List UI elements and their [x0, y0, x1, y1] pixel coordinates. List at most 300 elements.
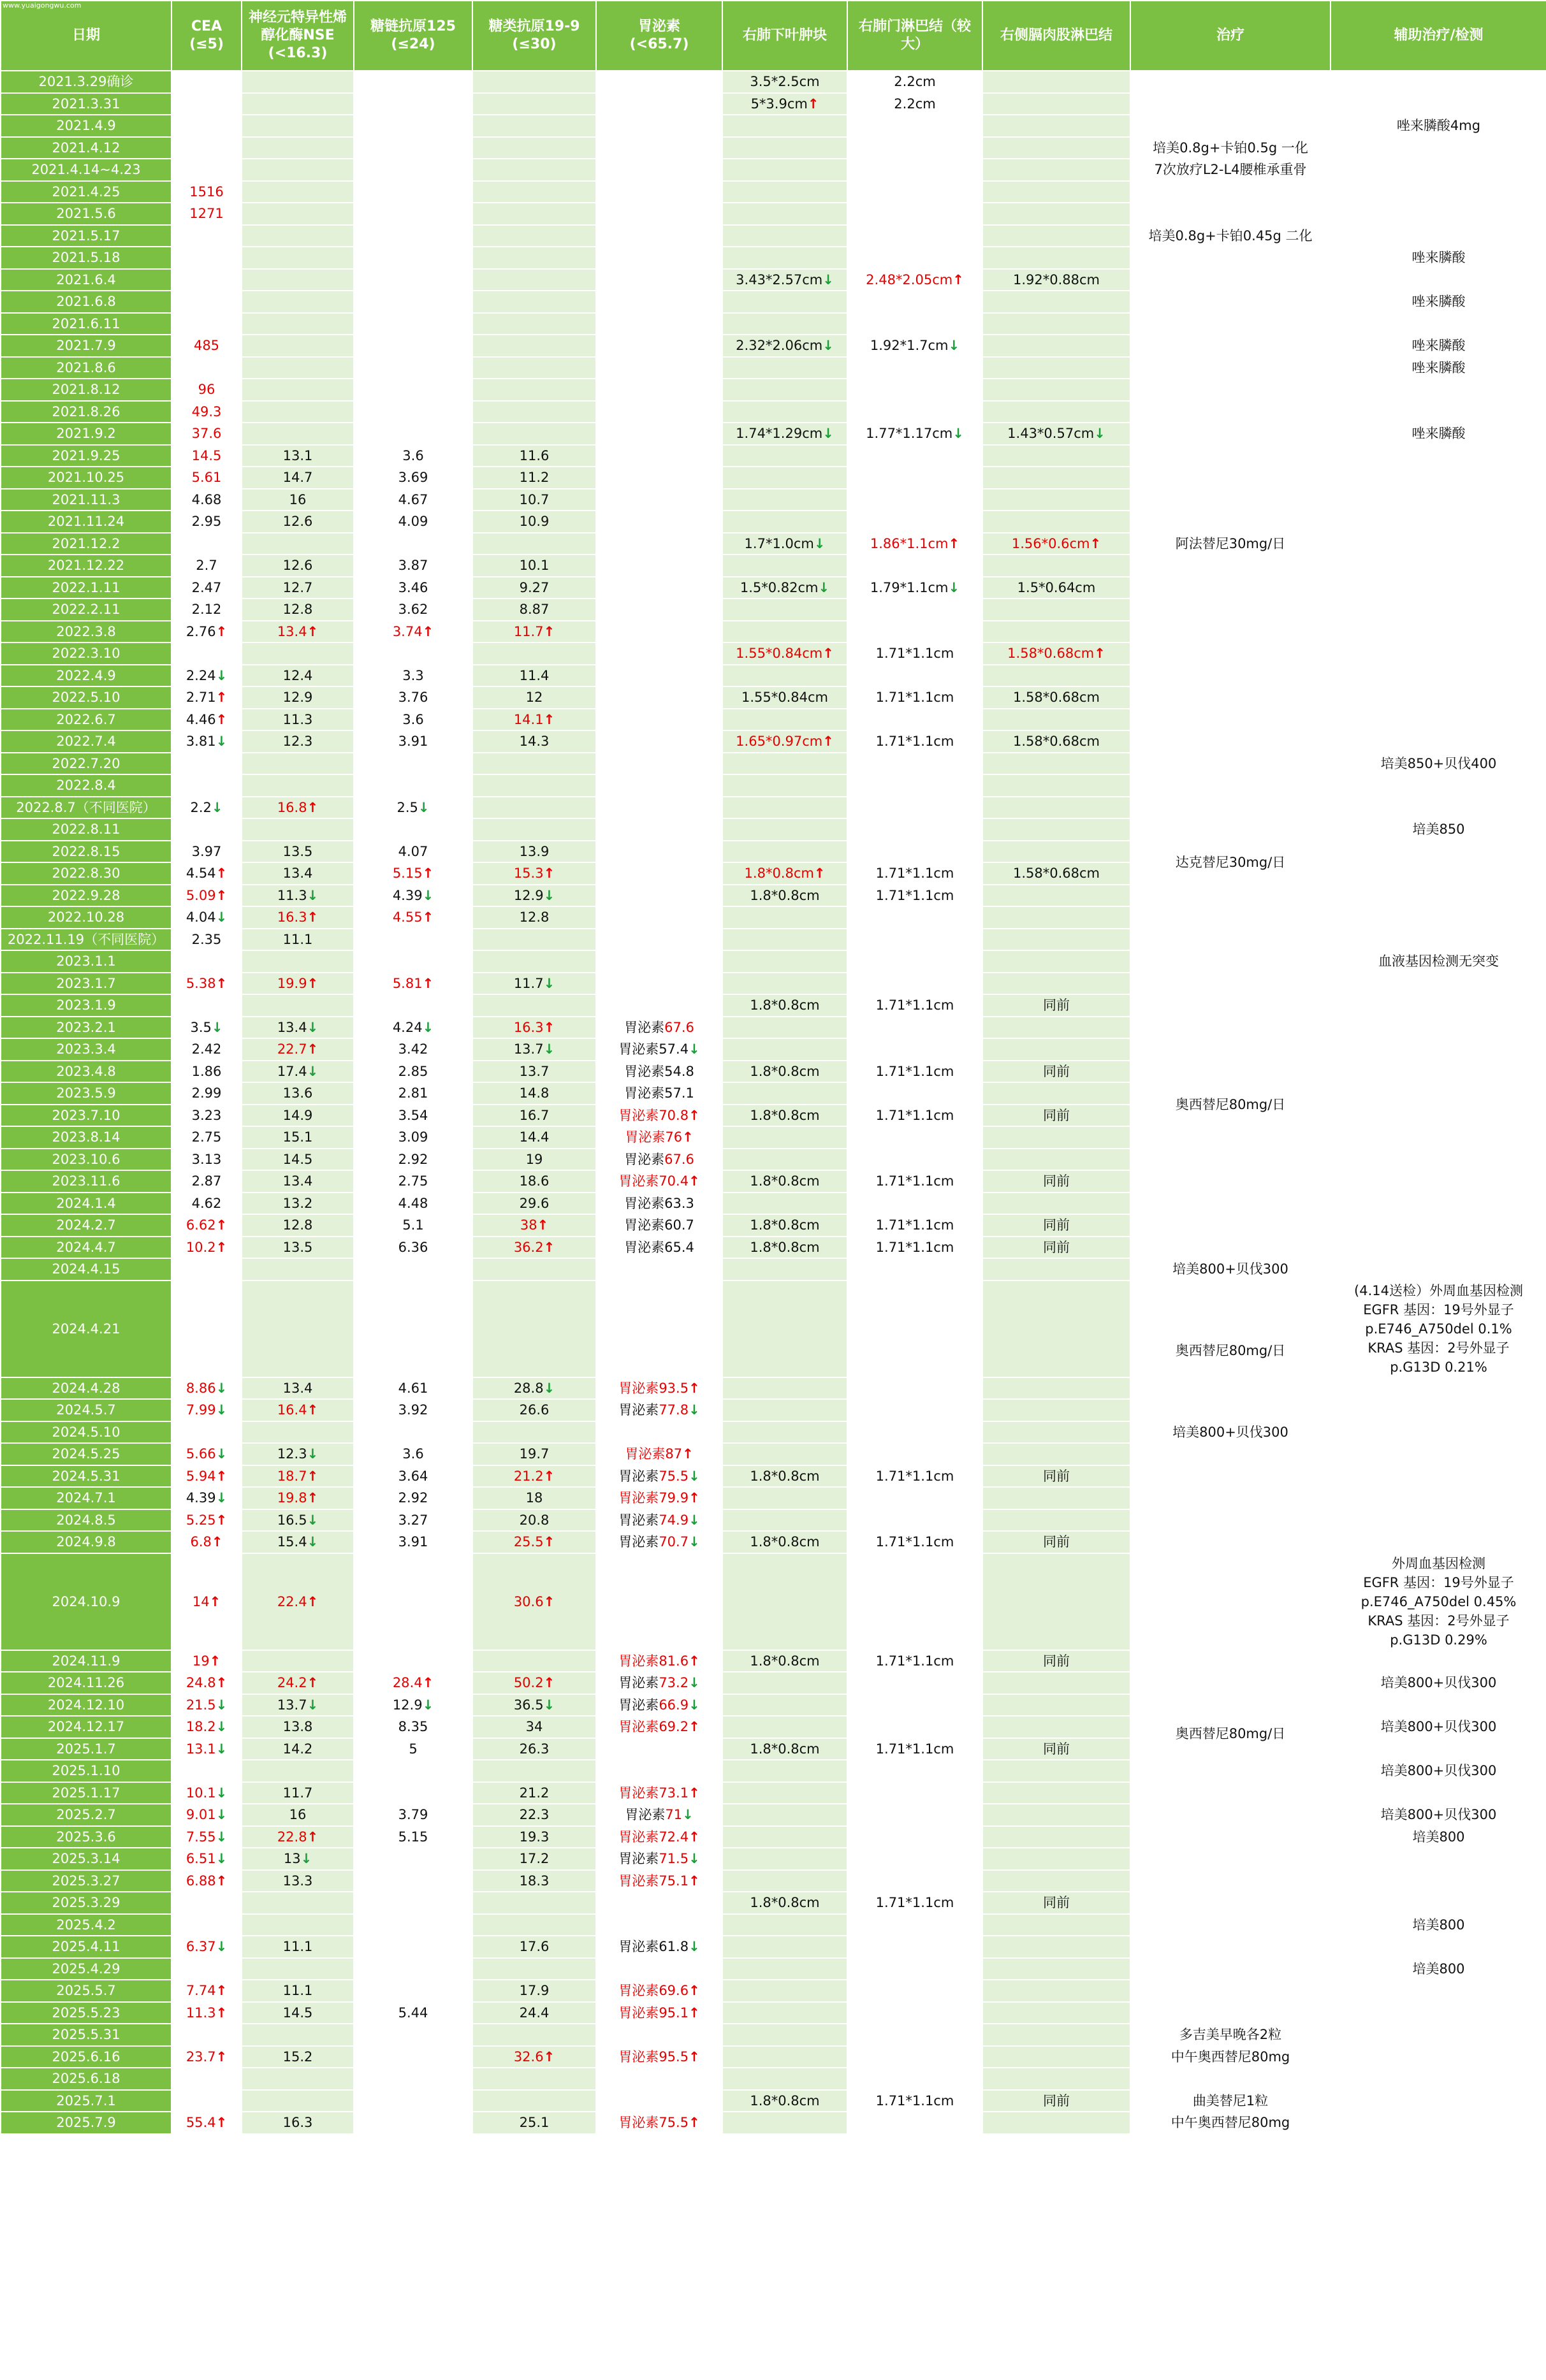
table-row	[1, 1421, 1546, 1444]
treatment-cell	[1130, 181, 1331, 203]
cea-cell: 49.3	[171, 401, 242, 423]
nse-cell	[242, 753, 354, 775]
hilar-node-cell	[847, 225, 982, 247]
date-cell: 2025.3.6	[1, 1826, 171, 1848]
gastrin-cell	[596, 401, 722, 423]
table-row	[1, 2024, 1546, 2046]
gastrin-cell	[596, 950, 722, 973]
diaphragm-node-cell	[982, 71, 1130, 93]
table-row	[1, 115, 1546, 137]
right-lower-lobe-cell: 2.32*2.06cm↓	[722, 335, 847, 357]
nse-cell	[242, 2090, 354, 2112]
gastrin-cell	[596, 291, 722, 313]
nse-cell: 22.7↑	[242, 1038, 354, 1061]
aux-cell	[1331, 1848, 1546, 1870]
diaphragm-node-cell: 1.58*0.68cm	[982, 730, 1130, 753]
diaphragm-node-cell	[982, 1826, 1130, 1848]
ca125-cell: 3.69	[354, 467, 472, 489]
ca199-cell: 16.7	[472, 1105, 596, 1127]
date-cell: 2024.5.25	[1, 1443, 171, 1465]
date-cell: 2024.5.7	[1, 1399, 171, 1421]
aux-cell	[1331, 489, 1546, 511]
right-lower-lobe-cell: 1.8*0.8cm	[722, 1892, 847, 1914]
ca125-cell	[354, 159, 472, 181]
date-cell: 2021.12.22	[1, 555, 171, 577]
right-lower-lobe-cell	[722, 511, 847, 533]
right-lower-lobe-cell	[722, 1377, 847, 1400]
ca199-cell	[472, 93, 596, 115]
ca125-cell: 3.62	[354, 599, 472, 621]
nse-cell: 11.3	[242, 709, 354, 731]
aux-cell	[1331, 313, 1546, 335]
ca125-cell: 2.81	[354, 1082, 472, 1105]
ca125-cell: 4.09	[354, 511, 472, 533]
hilar-node-cell	[847, 1672, 982, 1694]
treatment-cell: 中午奥西替尼80mg	[1130, 2112, 1331, 2134]
treatment-cell: 培美800+贝伐300	[1130, 1258, 1331, 1281]
right-lower-lobe-cell	[722, 774, 847, 797]
hilar-node-cell	[847, 115, 982, 137]
hilar-node-cell	[847, 1694, 982, 1716]
date-cell: 2022.7.20	[1, 753, 171, 775]
right-lower-lobe-cell	[722, 1258, 847, 1281]
cea-cell: 2.87	[171, 1170, 242, 1193]
right-lower-lobe-cell	[722, 1421, 847, 1444]
ca125-cell	[354, 2046, 472, 2068]
date-cell: 2025.6.18	[1, 2068, 171, 2090]
nse-cell: 19.8↑	[242, 1487, 354, 1509]
diaphragm-node-cell	[982, 621, 1130, 643]
ca125-cell: 4.55↑	[354, 906, 472, 929]
cea-cell: 3.5↓	[171, 1017, 242, 1039]
gastrin-cell	[596, 885, 722, 907]
nse-cell	[242, 313, 354, 335]
right-lower-lobe-cell: 1.74*1.29cm↓	[722, 423, 847, 445]
ca199-cell: 32.6↑	[472, 2046, 596, 2068]
nse-cell	[242, 1760, 354, 1782]
ca199-cell: 14.3	[472, 730, 596, 753]
hilar-node-cell	[847, 247, 982, 269]
ca199-cell: 16.3↑	[472, 1017, 596, 1039]
ca125-cell	[354, 379, 472, 401]
gastrin-cell	[596, 862, 722, 885]
diaphragm-node-cell	[982, 1848, 1130, 1870]
column-header: 右肺门淋巴结（较大）	[847, 1, 982, 71]
aux-cell	[1331, 1509, 1546, 1532]
nse-cell	[242, 137, 354, 159]
ca125-cell	[354, 753, 472, 775]
nse-cell	[242, 247, 354, 269]
hilar-node-cell	[847, 1487, 982, 1509]
ca199-cell	[472, 774, 596, 797]
hilar-node-cell	[847, 1804, 982, 1826]
gastrin-cell	[596, 203, 722, 225]
nse-cell: 13.6	[242, 1082, 354, 1105]
date-cell: 2022.8.11	[1, 818, 171, 841]
ca199-cell: 26.3	[472, 1738, 596, 1760]
diaphragm-node-cell	[982, 1149, 1130, 1171]
diaphragm-node-cell	[982, 1258, 1130, 1281]
aux-cell	[1331, 1487, 1546, 1509]
right-lower-lobe-cell	[722, 599, 847, 621]
cea-cell: 7.55↓	[171, 1826, 242, 1848]
column-header: 辅助治疗/检测	[1331, 1, 1546, 71]
gastrin-cell	[596, 621, 722, 643]
gastrin-cell: 胃泌素71↓	[596, 1804, 722, 1826]
gastrin-cell	[596, 489, 722, 511]
table-row	[1, 93, 1546, 115]
cea-cell	[171, 357, 242, 379]
right-lower-lobe-cell	[722, 291, 847, 313]
nse-cell: 18.7↑	[242, 1465, 354, 1488]
nse-cell	[242, 357, 354, 379]
date-cell: 2025.4.2	[1, 1914, 171, 1936]
ca125-cell	[354, 1281, 472, 1377]
diaphragm-node-cell: 1.92*0.88cm	[982, 269, 1130, 291]
cea-cell	[171, 994, 242, 1017]
cea-cell: 4.54↑	[171, 862, 242, 885]
table-row	[1, 2112, 1546, 2134]
right-lower-lobe-cell	[722, 1914, 847, 1936]
aux-cell	[1331, 269, 1546, 291]
nse-cell	[242, 642, 354, 665]
right-lower-lobe-cell	[722, 1936, 847, 1958]
date-cell: 2023.10.6	[1, 1149, 171, 1171]
cea-cell	[171, 2090, 242, 2112]
hilar-node-cell	[847, 1936, 982, 1958]
aux-cell	[1331, 1936, 1546, 1958]
date-cell: 2023.5.9	[1, 1082, 171, 1105]
aux-cell	[1331, 1421, 1546, 1444]
aux-cell	[1331, 445, 1546, 467]
diaphragm-node-cell: 同前	[982, 2090, 1130, 2112]
cea-cell: 2.95	[171, 511, 242, 533]
ca125-cell	[354, 203, 472, 225]
right-lower-lobe-cell	[722, 555, 847, 577]
right-lower-lobe-cell	[722, 489, 847, 511]
cea-cell	[171, 313, 242, 335]
cea-cell	[171, 1281, 242, 1377]
right-lower-lobe-cell	[722, 1804, 847, 1826]
gastrin-cell: 胃泌素77.8↓	[596, 1399, 722, 1421]
hilar-node-cell	[847, 445, 982, 467]
hilar-node-cell	[847, 467, 982, 489]
hilar-node-cell	[847, 1716, 982, 1738]
table-row	[1, 1443, 1546, 1465]
date-cell: 2025.6.16	[1, 2046, 171, 2068]
ca125-cell: 8.35	[354, 1716, 472, 1738]
hilar-node-cell: 1.71*1.1cm	[847, 1738, 982, 1760]
treatment-cell	[1130, 247, 1331, 269]
hilar-node-cell: 1.71*1.1cm	[847, 994, 982, 1017]
ca125-cell	[354, 1650, 472, 1673]
gastrin-cell: 胃泌素70.4↑	[596, 1170, 722, 1193]
gastrin-cell	[596, 313, 722, 335]
ca199-cell	[472, 1958, 596, 1980]
gastrin-cell: 胃泌素61.8↓	[596, 1936, 722, 1958]
gastrin-cell	[596, 665, 722, 687]
gastrin-cell: 胃泌素73.1↑	[596, 1782, 722, 1804]
diaphragm-node-cell: 1.58*0.68cm↑	[982, 642, 1130, 665]
ca199-cell: 14.4	[472, 1126, 596, 1149]
aux-cell	[1331, 1105, 1546, 1127]
ca125-cell	[354, 401, 472, 423]
diaphragm-node-cell	[982, 1914, 1130, 1936]
gastrin-cell	[596, 973, 722, 995]
ca199-cell: 18.3	[472, 1870, 596, 1892]
date-cell: 2024.12.10	[1, 1694, 171, 1716]
ca199-cell: 25.1	[472, 2112, 596, 2134]
ca199-cell	[472, 291, 596, 313]
diaphragm-node-cell	[982, 2002, 1130, 2024]
ca125-cell	[354, 1980, 472, 2002]
ca125-cell	[354, 1848, 472, 1870]
ca125-cell: 5.15↑	[354, 862, 472, 885]
aux-cell	[1331, 225, 1546, 247]
ca199-cell	[472, 929, 596, 951]
hilar-node-cell	[847, 489, 982, 511]
ca125-cell: 4.48	[354, 1193, 472, 1215]
right-lower-lobe-cell	[722, 1782, 847, 1804]
gastrin-cell	[596, 2090, 722, 2112]
right-lower-lobe-cell	[722, 225, 847, 247]
ca125-cell: 5.81↑	[354, 973, 472, 995]
ca199-cell: 15.3↑	[472, 862, 596, 885]
cea-cell: 2.76↑	[171, 621, 242, 643]
gastrin-cell: 胃泌素65.4	[596, 1237, 722, 1259]
gastrin-cell	[596, 730, 722, 753]
nse-cell: 14.2	[242, 1738, 354, 1760]
table-row	[1, 137, 1546, 159]
gastrin-cell	[596, 93, 722, 115]
right-lower-lobe-cell	[722, 357, 847, 379]
right-lower-lobe-cell	[722, 950, 847, 973]
diaphragm-node-cell: 同前	[982, 1170, 1130, 1193]
ca199-cell: 21.2	[472, 1782, 596, 1804]
aux-cell	[1331, 467, 1546, 489]
diaphragm-node-cell	[982, 1782, 1130, 1804]
hilar-node-cell	[847, 1553, 982, 1650]
hilar-node-cell	[847, 774, 982, 797]
cea-cell: 23.7↑	[171, 2046, 242, 2068]
gastrin-cell: 胃泌素67.6	[596, 1017, 722, 1039]
hilar-node-cell: 1.92*1.7cm↓	[847, 335, 982, 357]
cea-cell: 6.37↓	[171, 1936, 242, 1958]
diaphragm-node-cell	[982, 906, 1130, 929]
diaphragm-node-cell	[982, 1487, 1130, 1509]
ca199-cell	[472, 203, 596, 225]
ca199-cell: 14.1↑	[472, 709, 596, 731]
aux-cell	[1331, 401, 1546, 423]
nse-cell: 11.3↓	[242, 885, 354, 907]
date-cell: 2021.9.2	[1, 423, 171, 445]
right-lower-lobe-cell	[722, 401, 847, 423]
gastrin-cell: 胃泌素81.6↑	[596, 1650, 722, 1673]
diaphragm-node-cell	[982, 665, 1130, 687]
right-lower-lobe-cell	[722, 929, 847, 951]
hilar-node-cell	[847, 1782, 982, 1804]
ca199-cell	[472, 642, 596, 665]
date-cell: 2025.7.9	[1, 2112, 171, 2134]
hilar-node-cell	[847, 313, 982, 335]
gastrin-cell	[596, 709, 722, 731]
hilar-node-cell	[847, 2112, 982, 2134]
ca125-cell: 5.15	[354, 1826, 472, 1848]
nse-cell	[242, 1958, 354, 1980]
table-row	[1, 269, 1546, 291]
gastrin-cell: 胃泌素63.3	[596, 1193, 722, 1215]
gastrin-cell: 胃泌素67.6	[596, 1149, 722, 1171]
cea-cell: 19↑	[171, 1650, 242, 1673]
hilar-node-cell	[847, 291, 982, 313]
cea-cell: 7.99↓	[171, 1399, 242, 1421]
treatment-merged-cell: 奥西替尼80mg/日	[1130, 1281, 1331, 1421]
cea-cell: 24.8↑	[171, 1672, 242, 1694]
date-cell: 2024.11.26	[1, 1672, 171, 1694]
cea-cell: 2.7	[171, 555, 242, 577]
date-cell: 2021.11.3	[1, 489, 171, 511]
gastrin-cell	[596, 357, 722, 379]
aux-cell	[1331, 2112, 1546, 2134]
ca199-cell: 10.7	[472, 489, 596, 511]
ca199-cell: 11.4	[472, 665, 596, 687]
ca199-cell: 28.8↓	[472, 1377, 596, 1400]
gastrin-cell	[596, 642, 722, 665]
ca125-cell: 3.6	[354, 709, 472, 731]
hilar-node-cell: 1.71*1.1cm	[847, 1650, 982, 1673]
diaphragm-node-cell: 同前	[982, 1237, 1130, 1259]
date-cell: 2022.1.11	[1, 577, 171, 599]
diaphragm-node-cell	[982, 1936, 1130, 1958]
date-cell: 2021.6.11	[1, 313, 171, 335]
date-cell: 2022.2.11	[1, 599, 171, 621]
date-cell: 2021.5.18	[1, 247, 171, 269]
ca199-cell: 11.7↑	[472, 621, 596, 643]
nse-cell: 13.4	[242, 862, 354, 885]
nse-cell: 13.8	[242, 1716, 354, 1738]
cea-cell: 3.23	[171, 1105, 242, 1127]
gastrin-cell	[596, 577, 722, 599]
date-cell: 2023.8.14	[1, 1126, 171, 1149]
aux-cell: 唑来膦酸	[1331, 335, 1546, 357]
diaphragm-node-cell	[982, 1399, 1130, 1421]
ca125-cell	[354, 423, 472, 445]
ca199-cell: 19.7	[472, 1443, 596, 1465]
diaphragm-node-cell	[982, 313, 1130, 335]
nse-cell	[242, 181, 354, 203]
aux-cell	[1331, 862, 1546, 885]
diaphragm-node-cell: 1.58*0.68cm	[982, 862, 1130, 885]
hilar-node-cell: 1.71*1.1cm	[847, 686, 982, 709]
date-cell: 2024.11.9	[1, 1650, 171, 1673]
date-cell: 2024.10.9	[1, 1553, 171, 1650]
right-lower-lobe-cell	[722, 1017, 847, 1039]
ca199-cell: 29.6	[472, 1193, 596, 1215]
ca125-cell	[354, 1553, 472, 1650]
cea-cell	[171, 71, 242, 93]
cea-cell	[171, 753, 242, 775]
aux-cell	[1331, 1870, 1546, 1892]
treatment-cell	[1130, 2068, 1331, 2090]
hilar-node-cell: 1.86*1.1cm↑	[847, 533, 982, 555]
diaphragm-node-cell	[982, 1553, 1130, 1650]
nse-cell: 13.4	[242, 1170, 354, 1193]
hilar-node-cell	[847, 1193, 982, 1215]
diaphragm-node-cell	[982, 225, 1130, 247]
right-lower-lobe-cell: 1.5*0.82cm↓	[722, 577, 847, 599]
nse-cell: 11.1	[242, 929, 354, 951]
diaphragm-node-cell	[982, 1082, 1130, 1105]
cea-cell: 485	[171, 335, 242, 357]
cea-cell: 2.24↓	[171, 665, 242, 687]
diaphragm-node-cell	[982, 247, 1130, 269]
date-cell: 2025.4.11	[1, 1936, 171, 1958]
nse-cell	[242, 401, 354, 423]
diaphragm-node-cell	[982, 1804, 1130, 1826]
right-lower-lobe-cell	[722, 973, 847, 995]
cea-cell	[171, 533, 242, 555]
diaphragm-node-cell: 1.5*0.64cm	[982, 577, 1130, 599]
hilar-node-cell: 1.71*1.1cm	[847, 1061, 982, 1083]
date-cell: 2025.5.31	[1, 2024, 171, 2046]
hilar-node-cell	[847, 841, 982, 863]
aux-cell	[1331, 797, 1546, 819]
right-lower-lobe-cell: 1.65*0.97cm↑	[722, 730, 847, 753]
date-cell: 2024.4.7	[1, 1237, 171, 1259]
date-cell: 2023.3.4	[1, 1038, 171, 1061]
gastrin-cell: 胃泌素71.5↓	[596, 1848, 722, 1870]
diaphragm-node-cell: 同前	[982, 1892, 1130, 1914]
ca125-cell: 3.6	[354, 1443, 472, 1465]
ca125-cell	[354, 1958, 472, 1980]
aux-cell: 培美800+贝伐300	[1331, 1672, 1546, 1694]
ca199-cell	[472, 181, 596, 203]
date-cell: 2022.5.10	[1, 686, 171, 709]
aux-cell	[1331, 1465, 1546, 1488]
aux-cell	[1331, 994, 1546, 1017]
nse-cell	[242, 1892, 354, 1914]
cea-cell: 9.01↓	[171, 1804, 242, 1826]
aux-cell	[1331, 1061, 1546, 1083]
date-cell: 2022.6.7	[1, 709, 171, 731]
date-cell: 2022.4.9	[1, 665, 171, 687]
nse-cell: 16	[242, 489, 354, 511]
nse-cell: 16.3	[242, 2112, 354, 2134]
date-cell: 2025.1.10	[1, 1760, 171, 1782]
nse-cell	[242, 71, 354, 93]
aux-cell	[1331, 929, 1546, 951]
ca199-cell: 10.1	[472, 555, 596, 577]
nse-cell: 19.9↑	[242, 973, 354, 995]
diaphragm-node-cell: 同前	[982, 1105, 1130, 1127]
ca199-cell	[472, 1914, 596, 1936]
ca199-cell	[472, 2068, 596, 2090]
cea-cell: 13.1↓	[171, 1738, 242, 1760]
hilar-node-cell: 1.71*1.1cm	[847, 862, 982, 885]
hilar-node-cell	[847, 1082, 982, 1105]
right-lower-lobe-cell	[722, 818, 847, 841]
diaphragm-node-cell: 同前	[982, 1650, 1130, 1673]
ca199-cell	[472, 379, 596, 401]
hilar-node-cell	[847, 950, 982, 973]
right-lower-lobe-cell: 1.8*0.8cm	[722, 994, 847, 1017]
gastrin-cell	[596, 137, 722, 159]
right-lower-lobe-cell: 3.43*2.57cm↓	[722, 269, 847, 291]
hilar-node-cell	[847, 1126, 982, 1149]
hilar-node-cell	[847, 1914, 982, 1936]
ca199-cell: 12.9↓	[472, 885, 596, 907]
treatment-cell: 培美800+贝伐300	[1130, 1421, 1331, 1444]
